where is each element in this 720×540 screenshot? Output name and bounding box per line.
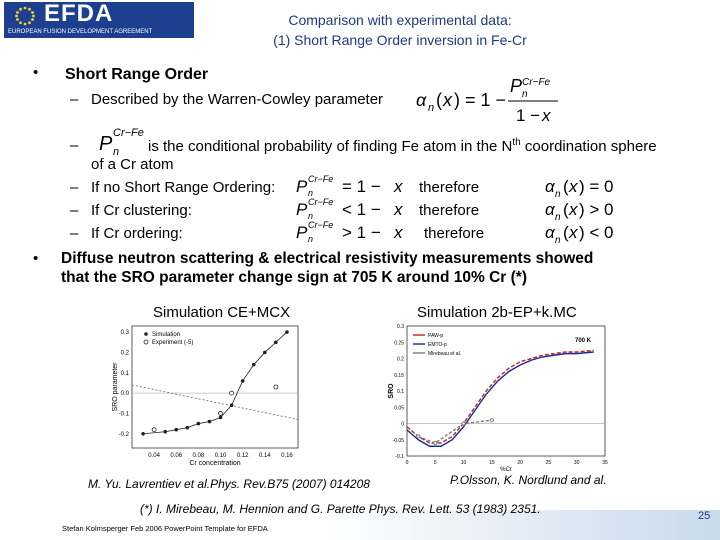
x-tick-label: 30 <box>573 460 580 466</box>
svg-text:P: P <box>296 200 308 219</box>
sub-dash: – <box>70 225 79 242</box>
sub-dash: – <box>70 91 79 108</box>
svg-text:x: x <box>394 223 403 242</box>
simulation-point <box>208 420 212 424</box>
simulation-point <box>174 428 178 432</box>
therefore-2: therefore <box>419 202 480 219</box>
svg-text:(: ( <box>563 200 569 219</box>
sub-dash: – <box>70 137 79 154</box>
simulation-point <box>230 404 234 408</box>
simulation-point <box>163 430 167 434</box>
sub2-text: is the conditional probability of finding Fe atom in the $N^{th}$ coordination sphere <box>148 137 657 155</box>
y-tick-label: -0.2 <box>118 431 129 438</box>
svg-text:(: ( <box>563 223 569 242</box>
legend-marker-experiment <box>144 340 148 344</box>
bullet2-line1: Diffuse neutron scattering & electrical resistivity measurements showed <box>61 250 594 267</box>
svg-text:) > 0: ) > 0 <box>579 200 614 219</box>
condition-formulas <box>294 170 414 250</box>
svg-text:n: n <box>555 212 561 223</box>
x-tick-label: 0 <box>405 460 409 466</box>
sub4-text: If Cr clustering: <box>91 202 192 219</box>
simulation-point <box>241 379 245 383</box>
svg-text:) = 1 −: ) = 1 − <box>454 90 507 110</box>
x-tick-label: 0.14 <box>258 453 271 459</box>
legend-label: Mirebeau et al. <box>428 351 462 357</box>
svg-text:< 1 −: < 1 − <box>342 200 381 219</box>
sub3-text: If no Short Range Ordering: <box>91 179 276 196</box>
y-tick-label: -0.1 <box>118 411 129 418</box>
simulation-point <box>285 330 289 334</box>
experiment-point <box>230 391 234 395</box>
x-tick-label: 5 <box>433 460 437 466</box>
x-tick-label: 0.10 <box>214 453 227 459</box>
svg-text:P: P <box>296 223 308 242</box>
temperature-annotation: 700 K <box>575 338 592 344</box>
footnote: (*) I. Mirebeau, M. Hennion and G. Parette Phys. Rev. Lett. 53 (1983) 2351. <box>140 502 541 516</box>
right-figure-title: Simulation 2b-EP+k.MC <box>417 304 577 321</box>
svg-text:n: n <box>555 235 561 246</box>
y-tick-label: 0.1 <box>397 389 404 395</box>
svg-text:) < 0: ) < 0 <box>579 223 614 242</box>
logo-text: EFDA <box>44 0 114 27</box>
right-sro-chart <box>385 322 625 472</box>
svg-text:P: P <box>510 76 523 96</box>
bullet1-heading: Short Range Order <box>65 66 209 83</box>
svg-text:x: x <box>569 177 578 196</box>
logo-subtitle: EUROPEAN FUSION DEVELOPMENT AGREEMENT <box>8 29 153 35</box>
experiment-point <box>219 411 223 415</box>
bullet2-line2: that the SRO parameter change sign at 705 K around 10% Cr (*) <box>61 269 527 286</box>
x-tick-label: 0.16 <box>281 453 293 459</box>
svg-text:α: α <box>545 177 555 196</box>
x-tick-label: 0.04 <box>148 453 160 459</box>
svg-text:x: x <box>394 200 403 219</box>
svg-text:n: n <box>555 189 561 200</box>
x-tick-label: 10 <box>460 460 467 466</box>
warren-cowley-formula <box>412 72 572 128</box>
y-axis-label: SRO parameter <box>112 362 119 412</box>
x-tick-label: 0.08 <box>192 453 205 459</box>
therefore-1: therefore <box>419 179 480 196</box>
svg-text:1 −: 1 − <box>516 106 541 125</box>
y-tick-label: 0.05 <box>394 405 404 412</box>
legend-label: EMTO-p <box>428 342 447 348</box>
probability-symbol <box>95 122 155 158</box>
sub5-text: If Cr ordering: <box>91 225 183 242</box>
y-tick-label: 0.3 <box>397 324 404 330</box>
x-tick-label: 35 <box>602 460 608 466</box>
svg-text:α: α <box>545 223 555 242</box>
legend-label: Simulation <box>152 332 181 338</box>
legend-marker-simulation <box>144 332 148 336</box>
x-tick-label: 0.06 <box>170 453 183 459</box>
therefore-3: therefore <box>424 225 485 242</box>
eu-stars-icon <box>10 5 40 27</box>
y-tick-label: -0.05 <box>392 437 404 444</box>
svg-text:) = 0: ) = 0 <box>579 177 614 196</box>
svg-text:P: P <box>99 133 113 155</box>
simulation-point <box>141 432 145 436</box>
svg-text:> 1 −: > 1 − <box>342 223 381 242</box>
y-tick-label: 0.15 <box>394 372 404 379</box>
y-axis-label: SRO <box>388 383 395 399</box>
svg-text:n: n <box>308 188 314 198</box>
y-tick-label: 0.3 <box>120 330 129 337</box>
svg-text:n: n <box>522 89 528 100</box>
y-tick-label: 0.2 <box>120 350 129 357</box>
footer-author: Stefan Kolmsperger Feb 2006 PowerPoint Template for EFDA <box>62 524 268 533</box>
y-tick-label: 0 <box>401 421 404 428</box>
right-citation: P.Olsson, K. Nordlund and al. <box>450 473 607 487</box>
x-tick-label: 0.12 <box>236 453 249 459</box>
svg-text:Cr−Fe: Cr−Fe <box>113 127 144 139</box>
svg-text:n: n <box>308 234 314 244</box>
sub-dash: – <box>70 179 79 196</box>
legend-label: Experiment (-5) <box>152 340 194 346</box>
slide-title-line2: (1) Short Range Order inversion in Fe-Cr <box>273 32 527 48</box>
legend-label: PAW-p <box>428 333 444 339</box>
experiment-point <box>274 385 278 389</box>
svg-text:x: x <box>542 106 551 125</box>
svg-text:Cr−Fe: Cr−Fe <box>522 77 551 88</box>
simulation-point <box>197 422 201 426</box>
svg-text:x: x <box>443 90 452 110</box>
efda-logo <box>4 2 194 38</box>
left-citation: M. Yu. Lavrentiev et al.Phys. Rev.B75 (2007) 014208 <box>88 477 370 491</box>
slide-title-line1: Comparison with experimental data: <box>288 12 512 28</box>
simulation-point <box>274 340 278 344</box>
x-axis-label: Cr concentration <box>189 460 241 467</box>
page-number: 25 <box>698 510 711 522</box>
simulation-point <box>186 426 190 430</box>
x-tick-label: 25 <box>545 460 552 466</box>
svg-text:(: ( <box>436 90 442 110</box>
svg-text:n: n <box>308 211 314 221</box>
svg-text:x: x <box>569 200 578 219</box>
y-tick-label: -0.1 <box>395 454 404 460</box>
x-tick-label: 20 <box>517 460 523 466</box>
y-tick-label: 0.0 <box>120 391 129 398</box>
left-figure-title: Simulation CE+MCX <box>153 304 291 321</box>
bullet-dot: • <box>33 64 39 81</box>
svg-text:Cr−Fe: Cr−Fe <box>308 220 334 230</box>
alpha-results <box>543 172 633 248</box>
y-tick-label: 0.25 <box>394 340 404 347</box>
svg-text:n: n <box>113 146 120 158</box>
svg-text:α: α <box>416 90 427 110</box>
mirebeau-point <box>462 422 465 425</box>
simulation-point <box>219 416 223 420</box>
y-tick-label: 0.2 <box>397 356 404 363</box>
mirebeau-point <box>490 419 493 422</box>
left-sro-chart <box>108 322 318 472</box>
svg-text:(: ( <box>563 177 569 196</box>
sub2-text-line2: of a Cr atom <box>91 156 174 173</box>
svg-text:Cr−Fe: Cr−Fe <box>308 197 334 207</box>
sub-dash: – <box>70 202 79 219</box>
y-tick-label: 0.1 <box>120 370 129 377</box>
bullet-dot: • <box>33 250 39 267</box>
simulation-point <box>252 363 256 367</box>
mirebeau-point <box>434 441 437 444</box>
svg-text:P: P <box>296 177 308 196</box>
x-axis-label: %Cr <box>500 467 512 472</box>
simulation-point <box>263 351 267 355</box>
svg-text:= 1 −: = 1 − <box>342 177 381 196</box>
experiment-point <box>152 428 156 432</box>
sub1-text: Described by the Warren-Cowley parameter <box>91 91 384 108</box>
svg-text:x: x <box>394 177 403 196</box>
mirebeau-point <box>417 435 420 438</box>
svg-text:α: α <box>545 200 555 219</box>
svg-text:Cr−Fe: Cr−Fe <box>308 174 334 184</box>
x-tick-label: 15 <box>489 460 495 466</box>
svg-text:x: x <box>569 223 578 242</box>
svg-text:n: n <box>428 102 435 114</box>
